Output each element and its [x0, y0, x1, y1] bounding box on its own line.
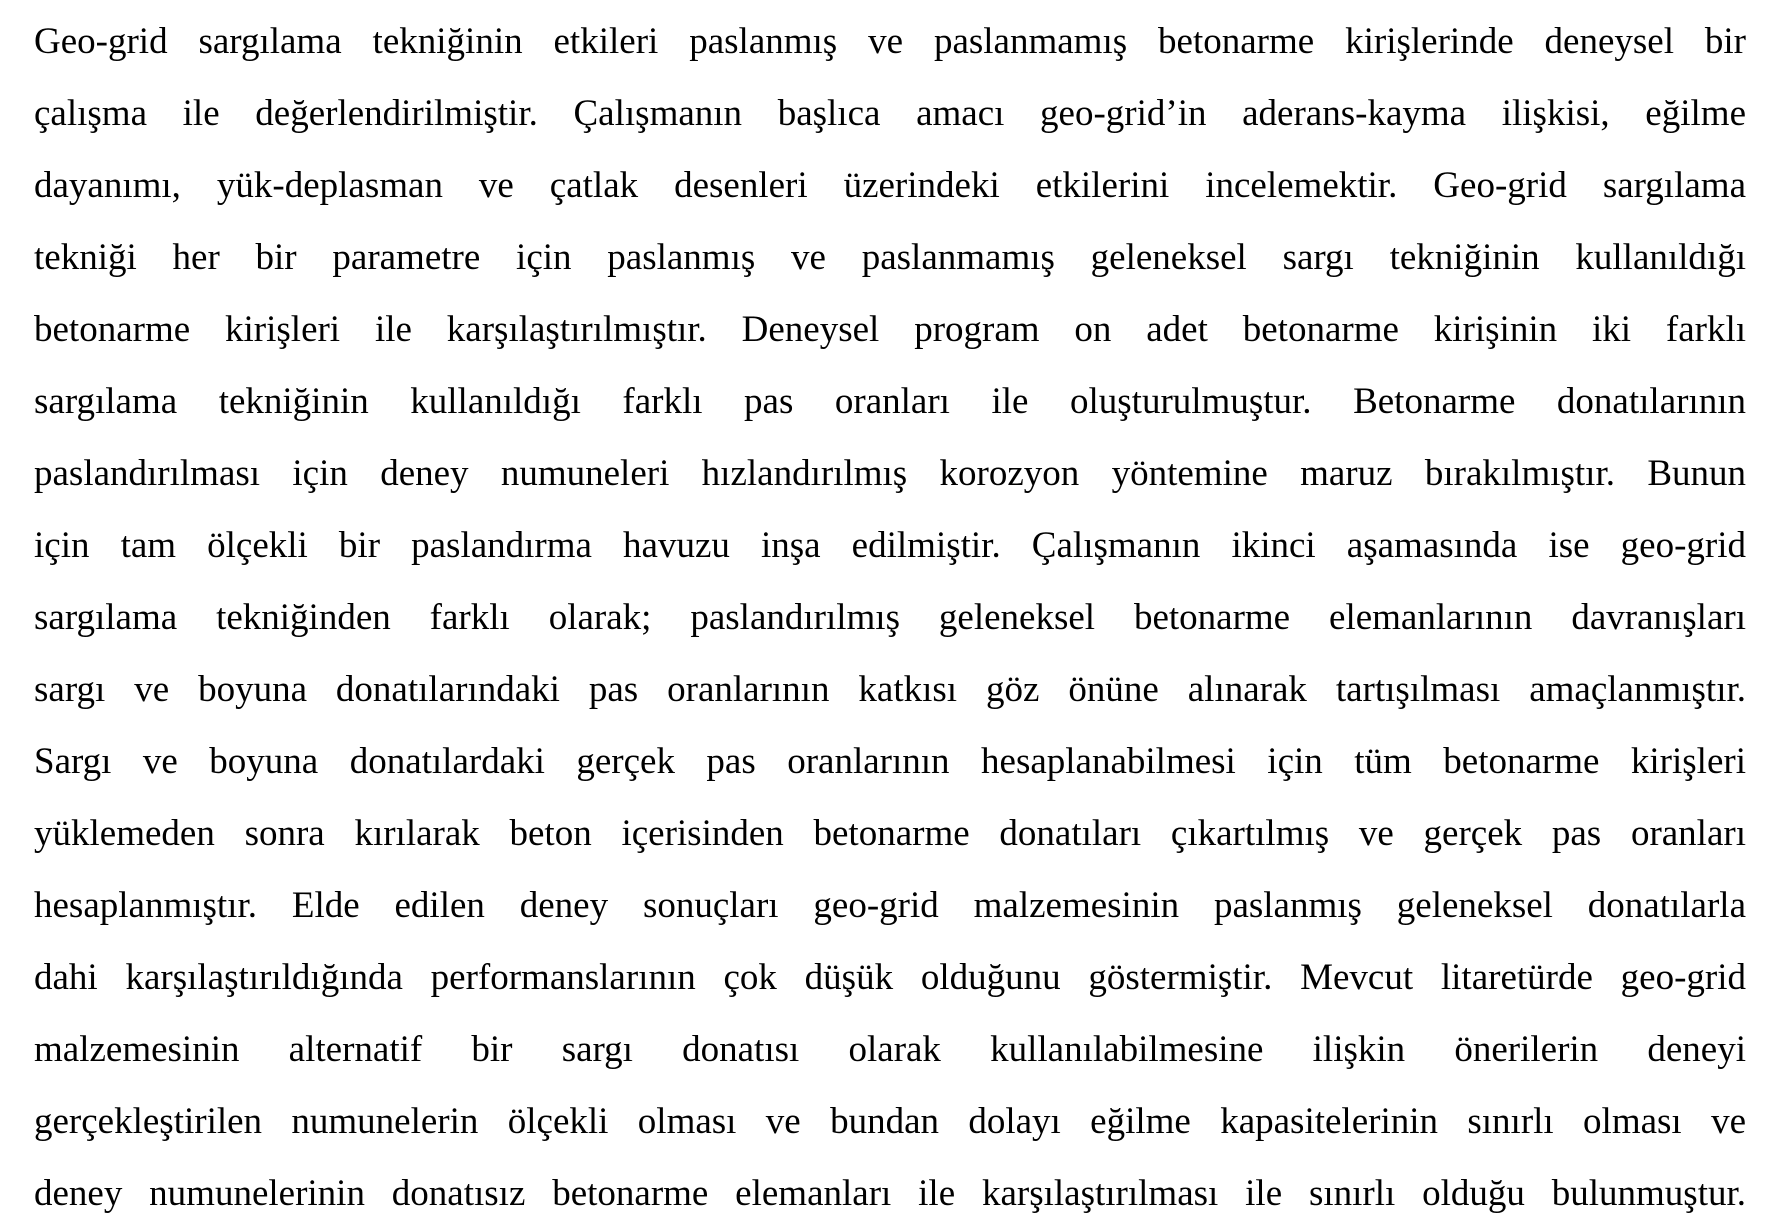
paragraph-line-17: deney numunelerinin donatısız betonarme elemanları ile karşılaştırılması ile sınırlı olduğu bulunmuştur.: [34, 1173, 1746, 1214]
paragraph-line-5: betonarme kirişleri ile karşılaştırılmıştır. Deneysel program on adet betonarme kirişinin iki farklı: [34, 309, 1746, 350]
abstract-paragraph: [34, 6, 1746, 1230]
paragraph-line-7: paslandırılması için deney numuneleri hızlandırılmış korozyon yöntemine maruz bırakılmıştır. Bunun: [34, 453, 1746, 494]
paragraph-line-4: tekniği her bir parametre için paslanmış ve paslanmamış geleneksel sargı tekniğinin kullanıldığı: [34, 237, 1746, 278]
paragraph-line-16: gerçekleştirilen numunelerin ölçekli olması ve bundan dolayı eğilme kapasitelerinin sınırlı olması ve: [34, 1101, 1746, 1142]
paragraph-line-8: için tam ölçekli bir paslandırma havuzu inşa edilmiştir. Çalışmanın ikinci aşamasında ise geo-grid: [34, 525, 1746, 566]
paragraph-line-2: çalışma ile değerlendirilmiştir. Çalışmanın başlıca amacı geo-grid’in aderans-kayma ilişkisi, eğilme: [34, 93, 1746, 134]
paragraph-line-13: hesaplanmıştır. Elde edilen deney sonuçları geo-grid malzemesinin paslanmış geleneksel donatılarla: [34, 885, 1746, 926]
paragraph-line-15: malzemesinin alternatif bir sargı donatısı olarak kullanılabilmesine ilişkin önerilerin deneyi: [34, 1029, 1746, 1070]
paragraph-line-6: sargılama tekniğinin kullanıldığı farklı pas oranları ile oluşturulmuştur. Betonarme donatılarının: [34, 381, 1746, 422]
paragraph-line-3: dayanımı, yük-deplasman ve çatlak desenleri üzerindeki etkilerini incelemektir. Geo-grid sargılama: [34, 165, 1746, 206]
paragraph-line-10: sargı ve boyuna donatılarındaki pas oranlarının katkısı göz önüne alınarak tartışılması amaçlanmıştır.: [34, 669, 1746, 710]
paragraph-line-1: Geo-grid sargılama tekniğinin etkileri paslanmış ve paslanmamış betonarme kirişlerinde deneysel bir: [34, 21, 1746, 62]
paragraph-line-12: yüklemeden sonra kırılarak beton içerisinden betonarme donatıları çıkartılmış ve gerçek pas oranları: [34, 813, 1746, 854]
paragraph-line-14: dahi karşılaştırıldığında performanslarının çok düşük olduğunu göstermiştir. Mevcut litaretürde geo-grid: [34, 957, 1746, 998]
paragraph-line-11: Sargı ve boyuna donatılardaki gerçek pas oranlarının hesaplanabilmesi için tüm betonarme kirişleri: [34, 741, 1746, 782]
paragraph-line-9: sargılama tekniğinden farklı olarak; paslandırılmış geleneksel betonarme elemanlarının davranışları: [34, 597, 1746, 638]
